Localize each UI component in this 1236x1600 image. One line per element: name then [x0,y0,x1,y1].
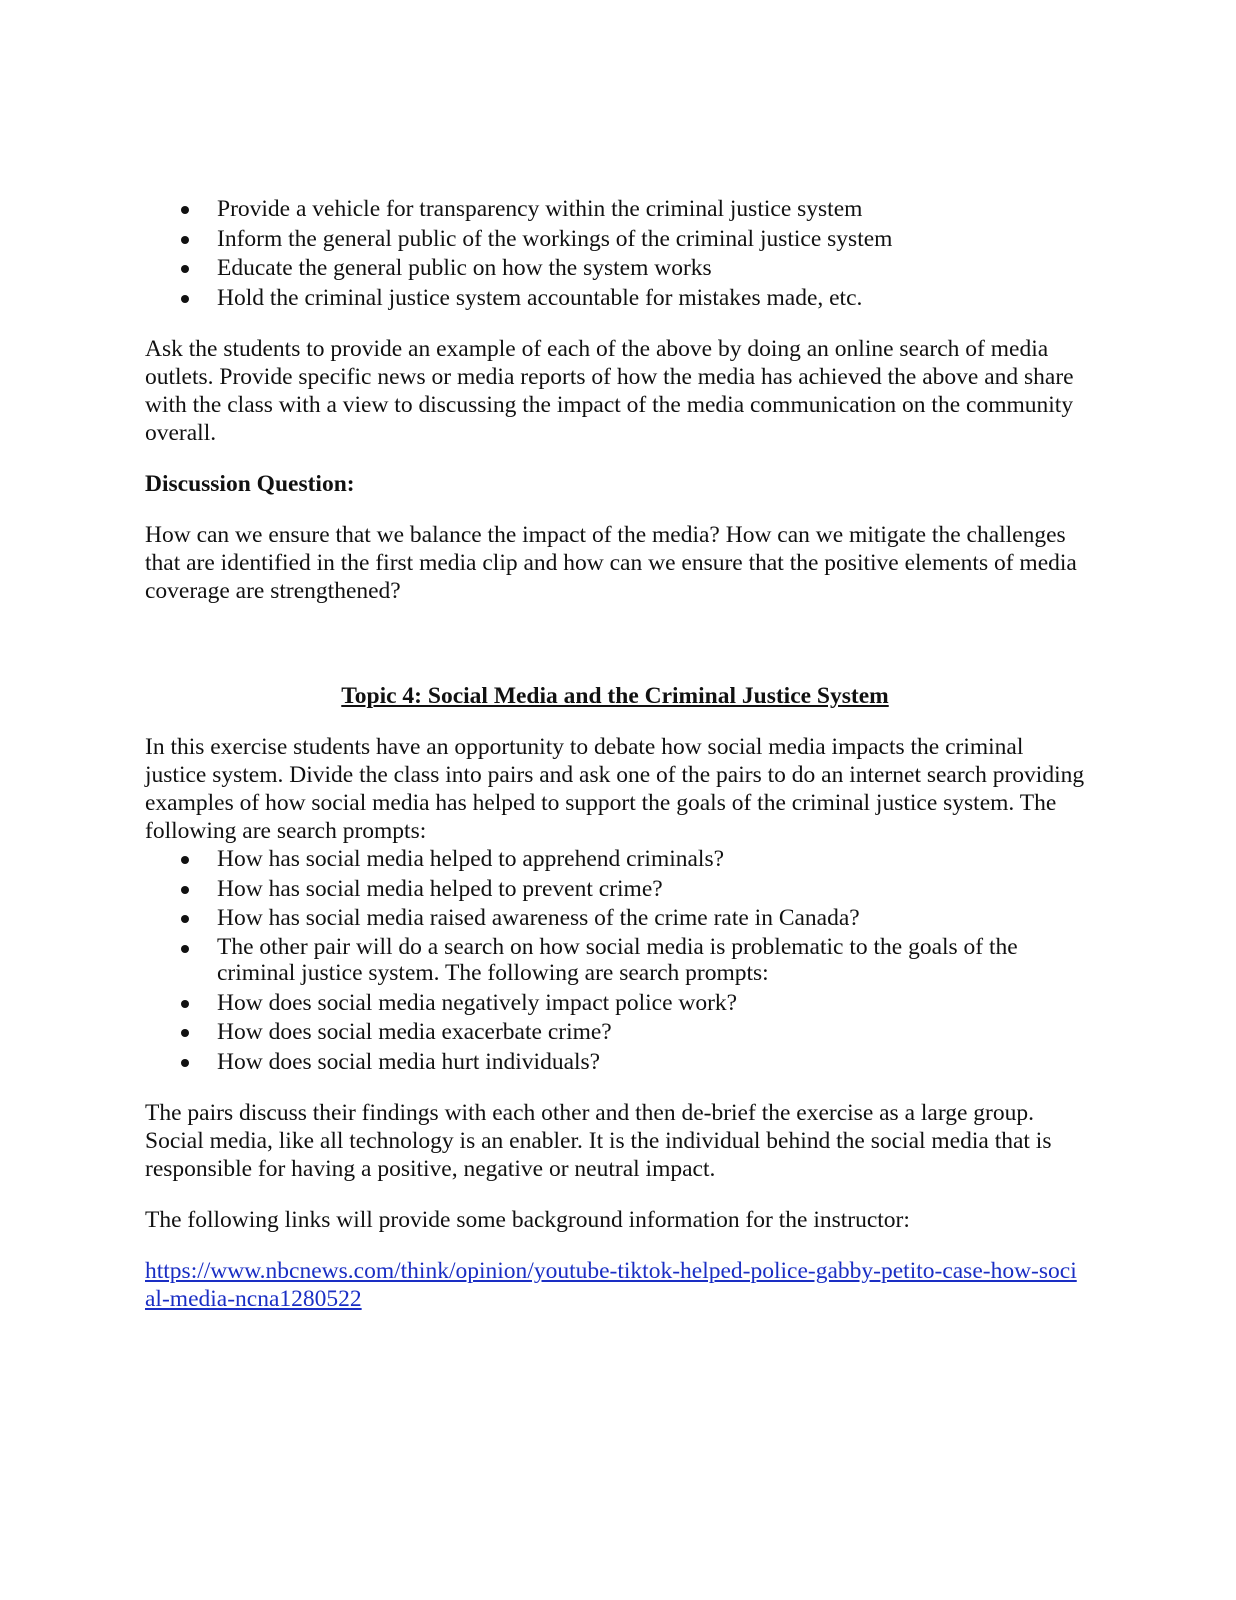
bullet-icon [181,1059,189,1067]
pairs-debrief-paragraph: The pairs discuss their findings with each other and then de-brief the exercise as a large group. Social media, like all technology is an enabler. It is the individual behind the social media that is responsible for having a positive, negative or neutral impact. [145,1100,1052,1182]
bullet-icon [181,886,189,894]
bullet-icon [181,1029,189,1037]
list-item: Educate the general public on how the system works [145,254,1085,284]
list-item: How does social media hurt individuals? [145,1048,1085,1078]
list-item: How has social media helped to prevent crime? [145,875,1085,905]
bullet-icon [181,236,189,244]
list-item: Inform the general public of the workings of the criminal justice system [145,225,1085,255]
search-prompts-list [145,845,1085,1077]
link-paragraph [145,1257,1085,1313]
links-intro-text: The following links will provide some background information for the instructor: [145,1207,910,1233]
list-item: The other pair will do a search on how social media is problematic to the goals of the criminal justice system. The following are search prompts: [145,934,1085,989]
nbcnews-article-link[interactable]: https://www.nbcnews.com/think/opinion/youtube-tiktok-helped-police-gabby-petito-case-how-social-media-ncna1280522 [145,1258,1077,1312]
discussion-question-heading: Discussion Question: [145,471,355,497]
document-page [145,195,1085,1313]
ask-students-paragraph: Ask the students to provide an example of each of the above by doing an online search of media outlets. Provide specific news or media reports of how the media has achieved the above and share with the class with a view to discussing the impact of the media communication on the community overall. [145,336,1074,446]
list-item: How does social media negatively impact police work? [145,989,1085,1019]
list-item: How has social media raised awareness of the crime rate in Canada? [145,904,1085,934]
list-item: Hold the criminal justice system accountable for mistakes made, etc. [145,284,1085,314]
bullet-icon [181,265,189,273]
bullet-icon [181,206,189,214]
discussion-question-text: How can we ensure that we balance the impact of the media? How can we mitigate the challenges that are identified in the first media clip and how can we ensure that the positive elements of media coverage are strengthened? [145,522,1077,604]
list-item: How has social media helped to apprehend criminals? [145,845,1085,875]
topic-title: Topic 4: Social Media and the Criminal Justice System [341,683,889,709]
bullet-icon [181,1000,189,1008]
transparency-bullet-list [145,195,1085,313]
list-item: Provide a vehicle for transparency within the criminal justice system [145,195,1085,225]
bullet-icon [181,915,189,923]
topic-intro-paragraph: In this exercise students have an opportunity to debate how social media impacts the criminal justice system. Divide the class into pairs and ask one of the pairs to do an internet search providing examples of how social media has helped to support the goals of the criminal justice system. The following are search prompts: [145,734,1085,844]
list-item: How does social media exacerbate crime? [145,1018,1085,1048]
bullet-icon [181,945,189,953]
bullet-icon [181,856,189,864]
bullet-icon [181,295,189,303]
